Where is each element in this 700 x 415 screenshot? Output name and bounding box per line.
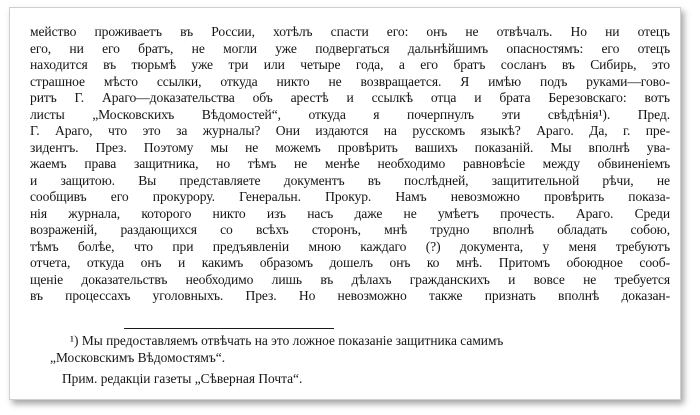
text-line: щеніе доказательствъ необходимо лишь въ дѣлахъ гражданскихъ и вовсе не требуется: [30, 271, 670, 287]
text-line: и защитою. Вы представляете документъ въ послѣдней, защитительной рѣчи, не: [30, 172, 670, 188]
footnote-divider: [124, 328, 334, 329]
body-text: [30, 24, 670, 305]
text-line: жаемъ права защитника, но тѣмъ не менѣе необходимо равновѣсіе между обвиненіемъ: [30, 156, 670, 171]
footnote-editor-note: Прим. редакціи газеты „Сѣверная Почта“.: [62, 371, 303, 386]
text-line: отчета, откуда онъ и какимъ образомъ дошелъ онъ ко мнѣ. Притомъ обоюдное сооб-: [30, 255, 670, 270]
text-line: мейство проживаетъ въ России, хотѣлъ спасти его: онъ не отвѣчалъ. Но ни отецъ: [30, 24, 670, 39]
footnotes: [30, 332, 670, 387]
text-line: въ процессахъ уголовныхъ. През. Но невозможно также признать вполнѣ доказан-: [30, 288, 670, 303]
text-line: тѣмъ болѣе, что при предъявленіи мною каждаго (?) документа, у меня требуютъ: [30, 238, 670, 254]
text-line: страшное мѣсто ссылки, откуда никто не возвращается. Я имѣю подъ руками—гово-: [30, 73, 670, 89]
text-line: находится въ тюрьмѣ уже три или четыре года, а его братъ сосланъ въ Сибирь, это: [30, 57, 670, 72]
text-line: зидентъ. През. Поэтому мы не можемъ провѣрить вашихъ показаній. Мы вполнѣ ува-: [30, 139, 670, 155]
text-line: ритъ Г. Араго—доказательства объ арестѣ и ссылкѣ отца и брата Березовскаго: вотъ: [30, 90, 670, 105]
text-line: Г. Араго, что это за журналы? Они издаются на русскомъ языкѣ? Араго. Да, г. пре-: [30, 123, 670, 138]
text-line: нія журнала, которого никто изъ насъ даже не умѣетъ прочесть. Араго. Среди: [30, 205, 670, 221]
footnote-line: ¹) Мы предоставляемъ отвѣчать на это ложное показаніе защитника самимъ: [70, 333, 504, 348]
page-sheet: [9, 7, 681, 400]
text-line: листы „Московскихъ Вѣдомостей“, откуда я почерпнулъ эти свѣдѣнія¹). Пред.: [30, 106, 670, 122]
text-line: возраженій, раздающихся со всѣхъ сторонъ, мнѣ трудно вполнѣ обладать собою,: [30, 222, 670, 237]
footnote-line: „Московскимъ Вѣдомостямъ“.: [50, 350, 226, 365]
text-line: его, ни его братъ, не могли уже подвергаться дальнѣйшимъ опасностямъ: его отецъ: [30, 40, 670, 56]
text-line: сообщивъ его прокурору. Генеральн. Прокур. Намъ невозможно провѣрить показа-: [30, 189, 670, 204]
